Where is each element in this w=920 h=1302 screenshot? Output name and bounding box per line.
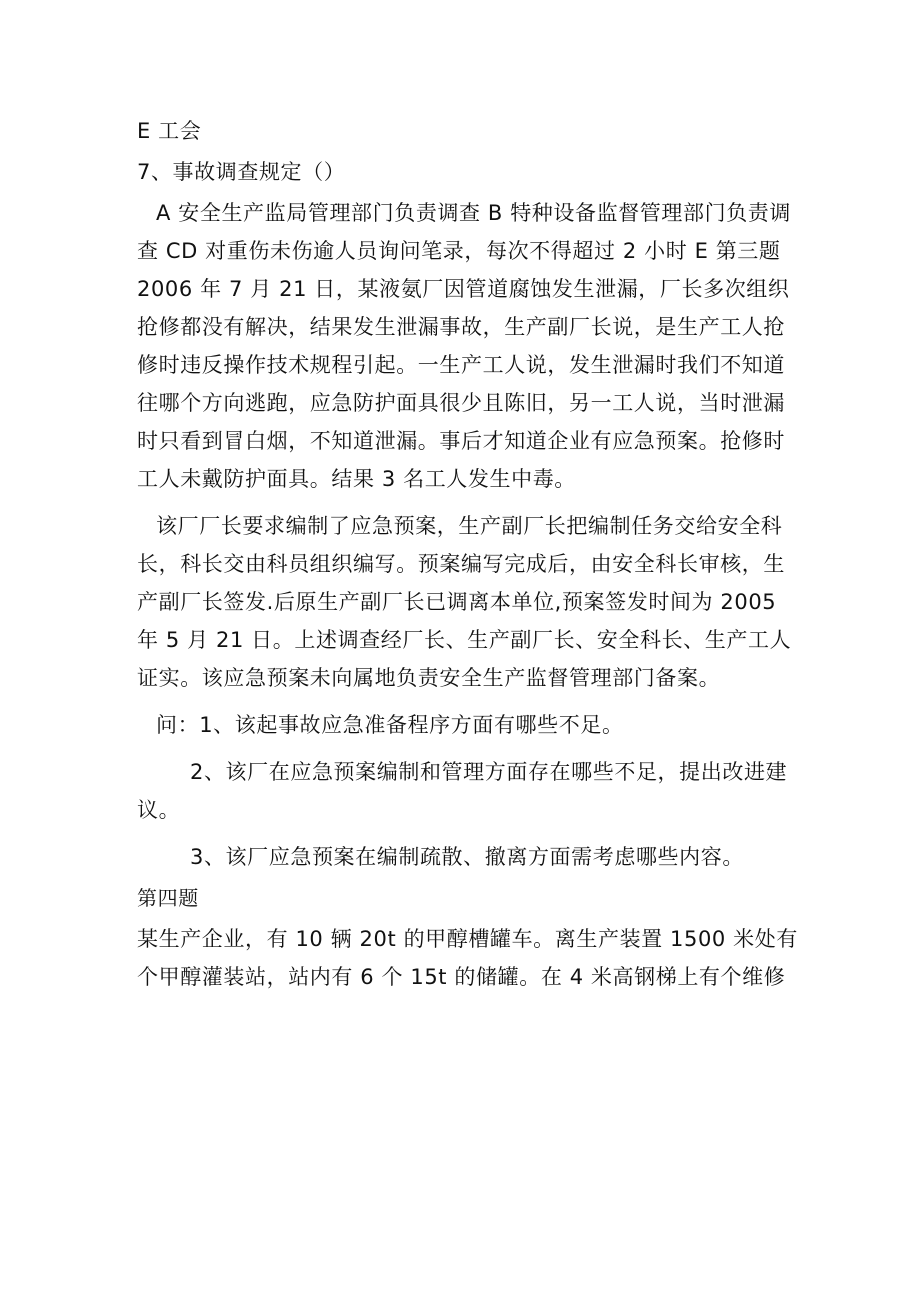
plan-investigation-line: 长，科长交由科员组织编写。预案编写完成后，由安全科长审核，生: [137, 552, 785, 576]
case-description-line: 修时违反操作技术规程引起。一生产工人说，发生泄漏时我们不知道: [137, 353, 785, 377]
case-description-line: 时只看到冒白烟，不知道泄漏。事后才知道企业有应急预案。抢修时: [137, 429, 785, 453]
question-1: 问：1、该起事故应急准备程序方面有哪些不足。: [156, 713, 624, 737]
question-2: [137, 753, 787, 829]
section-heading-4: 第四题: [137, 886, 199, 910]
case-description-line: 抢修都没有解决，结果发生泄漏事故，生产副厂长说，是生产工人抢: [137, 315, 785, 339]
plan-investigation-line: 产副厂长签发.后原生产副厂长已调离本单位,预案签发时间为 2005: [137, 590, 777, 614]
case-description-line: 2006 年 7 月 21 日，某液氨厂因管道腐蚀发生泄漏，厂长多次组织: [137, 277, 790, 301]
case-description-paragraph: [137, 270, 790, 498]
question-7-options: [137, 194, 791, 270]
option-e-text: E 工会: [137, 119, 202, 143]
section-4-line: 个甲醇灌装站，站内有 6 个 15t 的储罐。在 4 米高钢梯上有个维修: [137, 965, 786, 989]
plan-investigation-line: 该厂厂长要求编制了应急预案，生产副厂长把编制任务交给安全科: [156, 514, 783, 538]
case-description-line: 往哪个方向逃跑，应急防护面具很少且陈旧，另一工人说，当时泄漏: [137, 391, 785, 415]
question-7-title: 7、事故调查规定（）: [137, 160, 346, 184]
plan-investigation-line: 证实。该应急预案未向属地负责安全生产监督管理部门备案。: [137, 666, 721, 690]
section-4-paragraph: [137, 920, 798, 996]
question-7-options-line: 查 CD 对重伤未伤逾人员询问笔录，每次不得超过 2 小时 E 第三题: [137, 239, 781, 263]
section-4-line: 某生产企业，有 10 辆 20t 的甲醇槽罐车。离生产装置 1500 米处有: [137, 927, 798, 951]
plan-investigation-line: 年 5 月 21 日。上述调查经厂长、生产副厂长、安全科长、生产工人: [137, 628, 792, 652]
question-7-options-line: A 安全生产监局管理部门负责调查 B 特种设备监督管理部门负责调: [156, 201, 791, 225]
case-description-line: 工人未戴防护面具。结果 3 名工人发生中毒。: [137, 467, 576, 491]
question-2-line: 议。: [137, 798, 181, 822]
plan-investigation-paragraph: [137, 507, 792, 697]
document-body: [137, 112, 798, 996]
question-2-line: 2、该厂在应急预案编制和管理方面存在哪些不足，提出改进建: [190, 760, 788, 784]
question-3: 3、该厂应急预案在编制疏散、撤离方面需考虑哪些内容。: [190, 845, 744, 869]
